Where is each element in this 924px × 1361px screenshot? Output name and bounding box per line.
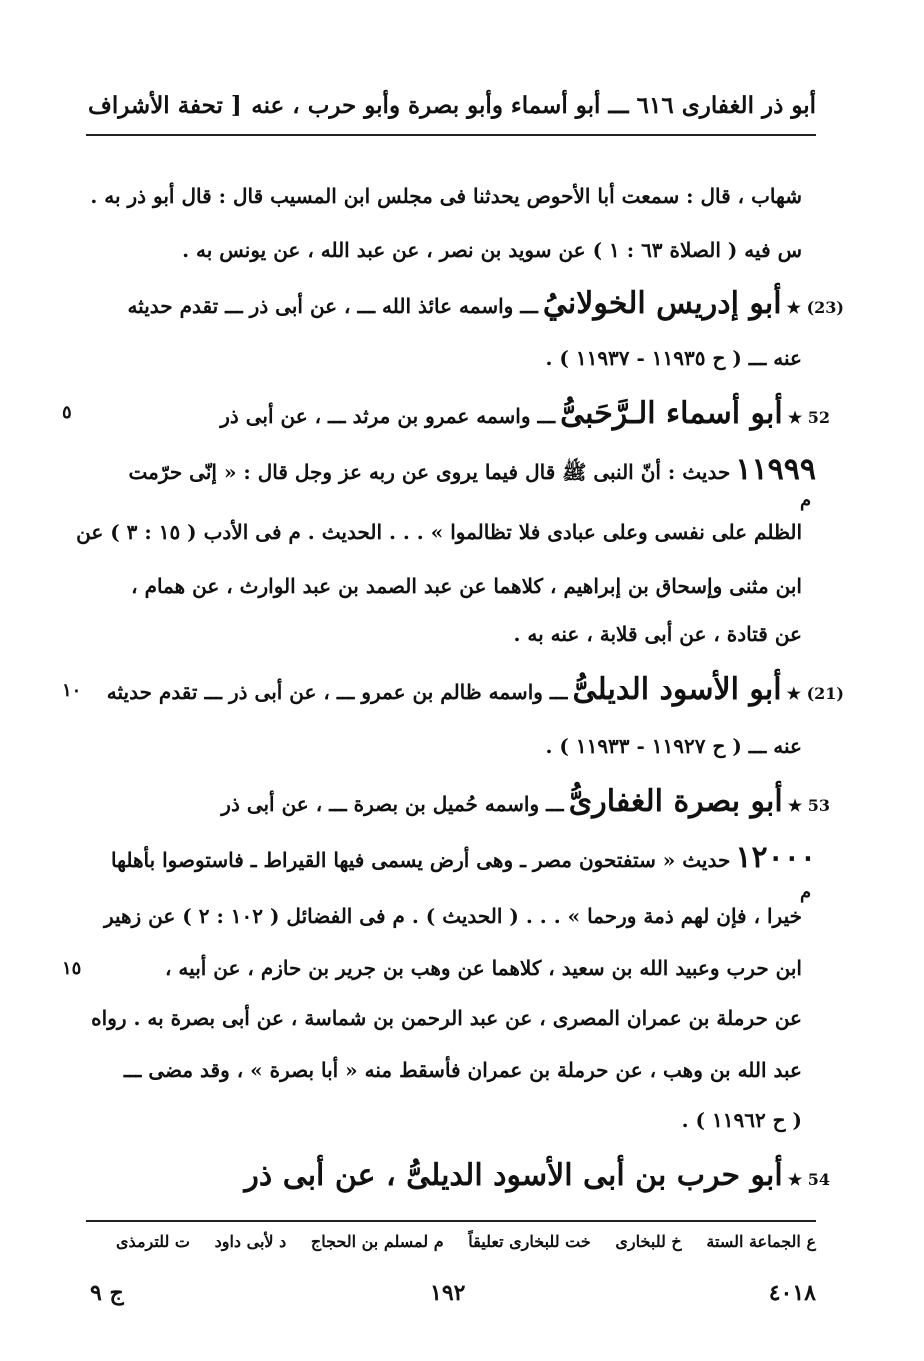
- footnote-item: ت للترمذى: [116, 1232, 190, 1251]
- narrator-name: أبو الأسود الديلىُّ: [572, 672, 782, 707]
- narrator-desc: ـــ واسمه عائذ الله ـــ ، عن أبى ذر ـــ تقدم حديثه: [127, 294, 538, 318]
- header-book-title: [ تحفة الأشراف: [88, 92, 242, 119]
- volume-number: ج ٩: [90, 1280, 124, 1306]
- footnote-item: م لمسلم بن الحجاج: [310, 1232, 444, 1251]
- footnote-item: خ للبخارى: [615, 1232, 682, 1251]
- hadith-line: ( ح ١١٩٦٢ ) .: [681, 1108, 802, 1132]
- narrator-name: أبو أسماء الـرَّحَبىُّ: [560, 396, 783, 431]
- hadith-line: الظلم على نفسى وعلى عبادى فلا تظالموا » . . . الحديث . م فى الأدب ( ١٥ : ٣ ) عن: [76, 520, 802, 544]
- entry-53: [221, 784, 830, 824]
- narrator-name: أبو حرب بن أبى الأسود الديلىُّ ، عن أبى ذر: [244, 1158, 783, 1193]
- entry-marker: 54 ★: [787, 1170, 830, 1189]
- narrator-desc: ـــ واسمه ظالم بن عمرو ـــ ، عن أبى ذر ـــ تقدم حديثه: [106, 680, 568, 704]
- entry-23: [127, 286, 844, 326]
- page-header: [88, 92, 816, 132]
- footnote-item: ع الجماعة الستة: [706, 1232, 816, 1251]
- narrator-desc: ـــ واسمه حُميل بن بصرة ـــ ، عن أبى ذر: [221, 792, 564, 816]
- hadith-11999-first: [128, 452, 816, 492]
- entry-54: [244, 1158, 830, 1193]
- entry-21: [107, 672, 844, 712]
- entry-21-ref: عنه ـــ ( ح ١١٩٢٧ - ١١٩٣٣ ) .: [545, 734, 802, 758]
- hadith-line: حديث « ستفتحون مصر ـ وهى أرض يسمى فيها القيراط ـ فاستوصوا بأهلها: [111, 848, 731, 872]
- header-rule: [86, 134, 816, 136]
- hadith-line: ابن حرب وعبيد الله بن سعيد ، كلاهما عن وهب بن جرير بن حازم ، عن أبيه ،: [165, 956, 802, 980]
- entry-marker: 52 ★: [787, 408, 830, 427]
- hadith-line: عن قتادة ، عن أبى قلابة ، عنه به .: [513, 622, 802, 646]
- hadith-number: ١٢٠٠٠: [735, 840, 816, 875]
- hadith-line: حديث : أنّ النبى ﷺ قال فيما يروى عن ربه عز وجل قال : « إنّى حرّمت: [128, 460, 731, 484]
- hadith-line: خيرا ، فإن لهم ذمة ورحما » . . . ( الحديث ) . م فى الفضائل ( ١٠٢ : ٢ ) عن زهير: [103, 904, 802, 928]
- narrator-desc: ـــ واسمه عمرو بن مرثد ـــ ، عن أبى ذر: [220, 404, 556, 428]
- body-line-2: س فيه ( الصلاة ٦٣ : ١ ) عن سويد بن نصر ، عن عبد الله ، عن يونس به .: [182, 238, 802, 262]
- hadith-line: عبد الله بن وهب ، عن حرملة بن عمران فأسقط منه « أبا بصرة » ، وقد مضى ـــ: [123, 1058, 802, 1082]
- footnote-item: د لأبى داود: [214, 1232, 287, 1251]
- entry-23-ref: عنه ـــ ( ح ١١٩٣٥ - ١١٩٣٧ ) .: [545, 346, 802, 370]
- body-line-1: شهاب ، قال : سمعت أبا الأحوص يحدثنا فى مجلس ابن المسيب قال : قال أبو ذر به .: [90, 184, 802, 208]
- entry-marker: 53 ★: [787, 796, 830, 815]
- header-title: أبو ذر الغفارى ٦١٦ ـــ أبو أسماء وأبو بصرة وأبو حرب ، عنه: [251, 92, 816, 119]
- margin-number: ١٥: [62, 958, 82, 979]
- footnote-rule: [86, 1220, 816, 1222]
- footer-right-number: ٤٠١٨: [768, 1280, 816, 1306]
- narrator-name: أبو بصرة الغفارىُّ: [568, 784, 783, 819]
- hadith-line: ابن مثنى وإسحاق بن إبراهيم ، كلاهما عن عبد الصمد بن عبد الوارث ، عن همام ،: [131, 574, 802, 598]
- entry-marker: (21) ★: [786, 684, 844, 703]
- narrator-name: أبو إدريس الخولانيُ: [542, 286, 782, 321]
- entry-52: [220, 396, 830, 436]
- side-marker: م: [800, 490, 812, 511]
- hadith-12000-first: [111, 840, 816, 880]
- side-marker: م: [800, 882, 812, 903]
- footnote-legend: [116, 1232, 816, 1251]
- entry-marker: (23) ★: [786, 298, 844, 317]
- hadith-number: ١١٩٩٩: [735, 452, 816, 487]
- hadith-line: عن حرملة بن عمران المصرى ، عن عبد الرحمن بن شماسة ، عن أبى بصرة به . رواه: [91, 1006, 802, 1030]
- footnote-item: خت للبخارى تعليقاً: [468, 1232, 591, 1251]
- margin-number: ٥: [62, 402, 72, 423]
- margin-number: ١٠: [62, 680, 82, 701]
- page-number: ١٩٢: [430, 1280, 466, 1306]
